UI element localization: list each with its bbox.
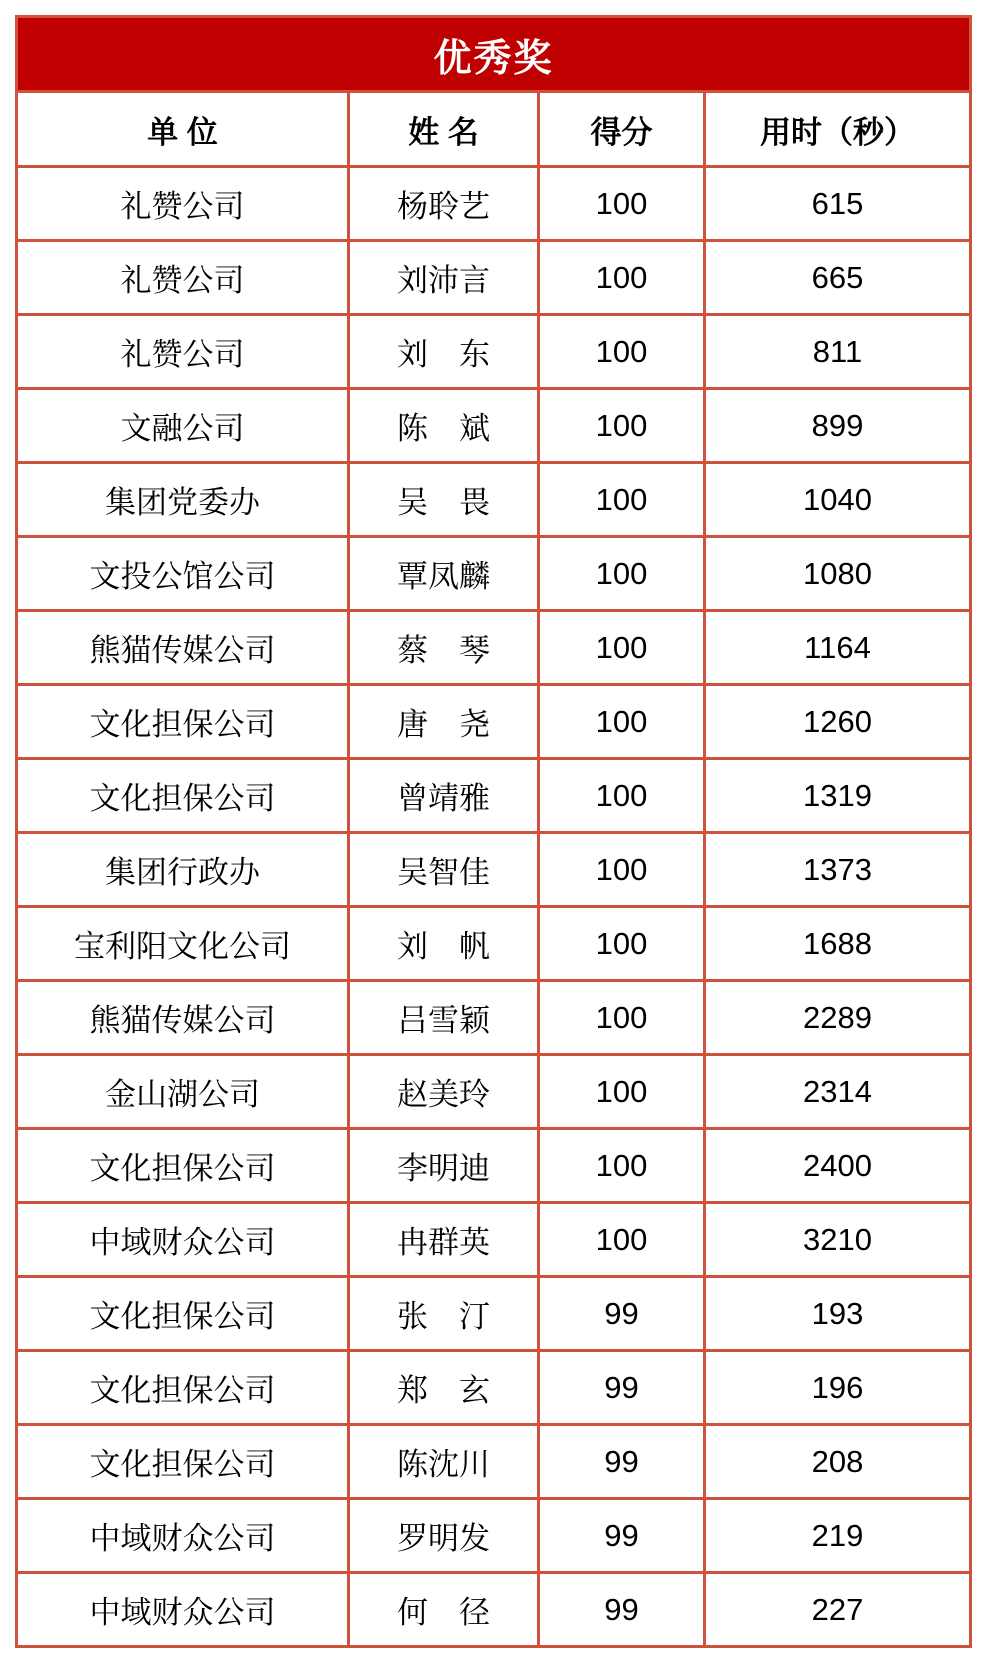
unit-cell: 熊猫传媒公司 (17, 981, 349, 1055)
name-cell: 刘沛言 (349, 241, 539, 315)
unit-cell: 中域财众公司 (17, 1573, 349, 1647)
table-row (17, 759, 971, 833)
name-cell: 何 径 (349, 1573, 539, 1647)
time-cell: 1080 (705, 537, 971, 611)
unit-cell: 文化担保公司 (17, 1425, 349, 1499)
name-cell: 罗明发 (349, 1499, 539, 1573)
name-cell: 杨聆艺 (349, 167, 539, 241)
time-cell: 1319 (705, 759, 971, 833)
name-cell: 吕雪颖 (349, 981, 539, 1055)
table-row (17, 907, 971, 981)
score-cell: 100 (539, 1129, 705, 1203)
score-cell: 100 (539, 389, 705, 463)
score-cell: 100 (539, 1055, 705, 1129)
table-body (17, 167, 971, 1647)
name-cell: 陈沈川 (349, 1425, 539, 1499)
name-cell: 吴 畏 (349, 463, 539, 537)
name-cell: 冉群英 (349, 1203, 539, 1277)
time-cell: 208 (705, 1425, 971, 1499)
table-row (17, 833, 971, 907)
table-row (17, 1499, 971, 1573)
unit-cell: 礼赞公司 (17, 315, 349, 389)
name-cell: 张 汀 (349, 1277, 539, 1351)
table-row (17, 1351, 971, 1425)
time-cell: 2289 (705, 981, 971, 1055)
name-cell: 郑 玄 (349, 1351, 539, 1425)
time-cell: 193 (705, 1277, 971, 1351)
unit-cell: 文化担保公司 (17, 759, 349, 833)
unit-cell: 文化担保公司 (17, 1129, 349, 1203)
name-cell: 唐 尧 (349, 685, 539, 759)
unit-cell: 中域财众公司 (17, 1203, 349, 1277)
name-cell: 蔡 琴 (349, 611, 539, 685)
table-row (17, 315, 971, 389)
unit-cell: 金山湖公司 (17, 1055, 349, 1129)
title-row (17, 17, 971, 92)
score-cell: 100 (539, 685, 705, 759)
name-cell: 刘 东 (349, 315, 539, 389)
time-cell: 1164 (705, 611, 971, 685)
unit-cell: 文投公馆公司 (17, 537, 349, 611)
name-cell: 曾靖雅 (349, 759, 539, 833)
name-cell: 李明迪 (349, 1129, 539, 1203)
time-cell: 1040 (705, 463, 971, 537)
unit-cell: 中域财众公司 (17, 1499, 349, 1573)
unit-cell: 集团党委办 (17, 463, 349, 537)
unit-cell: 文化担保公司 (17, 685, 349, 759)
unit-cell: 礼赞公司 (17, 241, 349, 315)
name-cell: 覃凤麟 (349, 537, 539, 611)
unit-cell: 文融公司 (17, 389, 349, 463)
time-cell: 219 (705, 1499, 971, 1573)
table-row (17, 1055, 971, 1129)
score-cell: 100 (539, 315, 705, 389)
table-row (17, 1425, 971, 1499)
unit-cell: 礼赞公司 (17, 167, 349, 241)
table-row (17, 241, 971, 315)
name-cell: 刘 帆 (349, 907, 539, 981)
score-cell: 99 (539, 1425, 705, 1499)
time-cell: 615 (705, 167, 971, 241)
score-cell: 100 (539, 907, 705, 981)
score-cell: 100 (539, 241, 705, 315)
time-cell: 196 (705, 1351, 971, 1425)
unit-cell: 文化担保公司 (17, 1351, 349, 1425)
score-cell: 100 (539, 611, 705, 685)
header-row (17, 92, 971, 167)
score-cell: 100 (539, 167, 705, 241)
score-cell: 99 (539, 1351, 705, 1425)
table-row (17, 685, 971, 759)
score-cell: 100 (539, 833, 705, 907)
time-cell: 2400 (705, 1129, 971, 1203)
time-cell: 811 (705, 315, 971, 389)
score-cell: 100 (539, 1203, 705, 1277)
unit-cell: 集团行政办 (17, 833, 349, 907)
table-row (17, 167, 971, 241)
score-cell: 100 (539, 537, 705, 611)
col-header-score: 得分 (539, 92, 705, 167)
time-cell: 3210 (705, 1203, 971, 1277)
unit-cell: 熊猫传媒公司 (17, 611, 349, 685)
col-header-unit: 单 位 (17, 92, 349, 167)
table-row (17, 611, 971, 685)
table-row (17, 537, 971, 611)
time-cell: 899 (705, 389, 971, 463)
name-cell: 陈 斌 (349, 389, 539, 463)
time-cell: 227 (705, 1573, 971, 1647)
unit-cell: 宝利阳文化公司 (17, 907, 349, 981)
time-cell: 2314 (705, 1055, 971, 1129)
table-title: 优秀奖 (17, 17, 971, 92)
name-cell: 赵美玲 (349, 1055, 539, 1129)
score-cell: 100 (539, 759, 705, 833)
table-row (17, 1277, 971, 1351)
table-row (17, 1203, 971, 1277)
time-cell: 1373 (705, 833, 971, 907)
score-cell: 99 (539, 1499, 705, 1573)
table-row (17, 1129, 971, 1203)
unit-cell: 文化担保公司 (17, 1277, 349, 1351)
score-cell: 100 (539, 981, 705, 1055)
table-row (17, 389, 971, 463)
table-row (17, 463, 971, 537)
time-cell: 1688 (705, 907, 971, 981)
time-cell: 665 (705, 241, 971, 315)
score-cell: 100 (539, 463, 705, 537)
table-row (17, 1573, 971, 1647)
score-cell: 99 (539, 1277, 705, 1351)
score-cell: 99 (539, 1573, 705, 1647)
col-header-name: 姓 名 (349, 92, 539, 167)
table-row (17, 981, 971, 1055)
time-cell: 1260 (705, 685, 971, 759)
name-cell: 吴智佳 (349, 833, 539, 907)
col-header-time: 用时（秒） (705, 92, 971, 167)
award-table (15, 15, 972, 1648)
